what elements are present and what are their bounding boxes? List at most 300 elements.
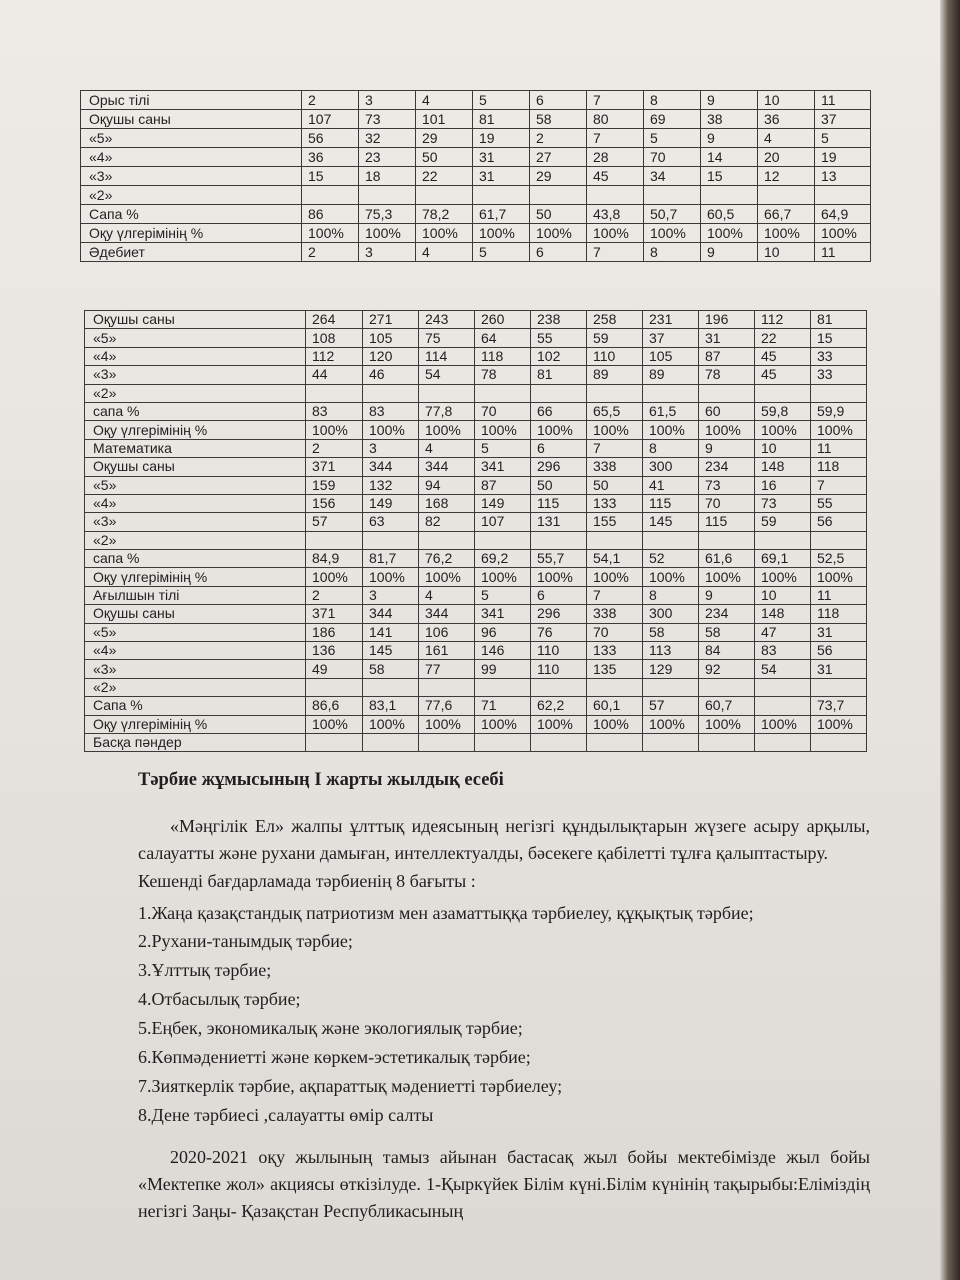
value-cell: 83,1 [363, 697, 419, 715]
value-cell: 45 [755, 347, 811, 365]
value-cell: 36 [302, 148, 359, 167]
value-cell: 11 [815, 243, 871, 262]
value-cell [359, 186, 416, 205]
value-cell: 22 [416, 167, 473, 186]
value-cell: 110 [531, 660, 587, 678]
intro-paragraph: «Мәңгілік Ел» жалпы ұлттық идеясының негізгі құндылықтарын жүзеге асыру арқылы, салауатты және рухани дамыған, интеллектуалды, бәсекеге қабілетті тұлға қалыптастыру. [138, 816, 870, 863]
value-cell: 7 [587, 586, 643, 604]
value-cell [475, 384, 531, 402]
value-cell [811, 733, 867, 751]
value-cell: 73 [699, 476, 755, 494]
value-cell: 43,8 [587, 205, 644, 224]
value-cell: 145 [643, 513, 699, 531]
direction-item: 2.Рухани-танымдық тәрбие; [138, 931, 353, 951]
row-label-cell: Оқушы саны [85, 311, 306, 329]
value-cell: 9 [699, 586, 755, 604]
value-cell: 54,1 [587, 550, 643, 568]
table-row [85, 642, 867, 660]
value-cell: 71 [475, 697, 531, 715]
value-cell: 15 [811, 329, 867, 347]
value-cell: 136 [306, 642, 363, 660]
value-cell: 100% [531, 715, 587, 733]
value-cell: 234 [699, 605, 755, 623]
value-cell: 100% [811, 568, 867, 586]
value-cell [699, 384, 755, 402]
value-cell: 135 [587, 660, 643, 678]
value-cell: 132 [363, 476, 419, 494]
value-cell: 16 [755, 476, 811, 494]
value-cell [363, 733, 419, 751]
row-label-cell: Сапа % [85, 697, 306, 715]
value-cell: 46 [363, 366, 419, 384]
direction-item: 1.Жаңа қазақстандық патриотизм мен азаматтыққа тәрбиелеу, құқықтық тәрбие; [138, 903, 754, 923]
subjects-grades-table-body [85, 311, 867, 752]
value-cell: 100% [815, 224, 871, 243]
value-cell: 81 [473, 110, 530, 129]
value-cell: 45 [587, 167, 644, 186]
row-label-cell: Оқушы саны [81, 110, 302, 129]
value-cell: 73 [755, 494, 811, 512]
table-row [85, 531, 867, 549]
row-label-cell: Әдебиет [81, 243, 302, 262]
value-cell: 7 [587, 129, 644, 148]
value-cell [587, 531, 643, 549]
value-cell: 15 [302, 167, 359, 186]
value-cell: 80 [587, 110, 644, 129]
value-cell: 5 [475, 439, 531, 457]
value-cell: 118 [475, 347, 531, 365]
value-cell: 11 [811, 439, 867, 457]
value-cell: 59 [587, 329, 643, 347]
value-cell [531, 733, 587, 751]
value-cell: 168 [419, 494, 475, 512]
value-cell: 31 [811, 623, 867, 641]
value-cell: 9 [699, 439, 755, 457]
value-cell: 2 [530, 129, 587, 148]
value-cell: 6 [531, 586, 587, 604]
value-cell: 11 [811, 586, 867, 604]
value-cell: 89 [587, 366, 643, 384]
value-cell: 8 [643, 586, 699, 604]
value-cell: 14 [701, 148, 758, 167]
value-cell: 141 [363, 623, 419, 641]
value-cell: 50 [587, 476, 643, 494]
value-cell [587, 384, 643, 402]
value-cell: 20 [758, 148, 815, 167]
value-cell: 100% [473, 224, 530, 243]
value-cell: 76 [531, 623, 587, 641]
value-cell [755, 733, 811, 751]
value-cell: 344 [363, 458, 419, 476]
value-cell: 89 [643, 366, 699, 384]
value-cell: 133 [587, 494, 643, 512]
value-cell: 37 [815, 110, 871, 129]
value-cell: 92 [699, 660, 755, 678]
value-cell: 101 [416, 110, 473, 129]
value-cell: 100% [643, 568, 699, 586]
value-cell: 9 [701, 91, 758, 110]
value-cell: 59,8 [755, 402, 811, 420]
value-cell: 100% [758, 224, 815, 243]
table-row [85, 678, 867, 696]
value-cell: 100% [587, 421, 643, 439]
page-edge-shadow [940, 0, 960, 1280]
value-cell: 100% [363, 715, 419, 733]
value-cell: 264 [306, 311, 363, 329]
value-cell [530, 186, 587, 205]
value-cell: 113 [643, 642, 699, 660]
row-label-cell: «3» [85, 513, 306, 531]
row-label-cell: «3» [81, 167, 302, 186]
value-cell: 84 [699, 642, 755, 660]
value-cell [755, 697, 811, 715]
value-cell: 112 [306, 347, 363, 365]
value-cell: 338 [587, 458, 643, 476]
value-cell: 100% [363, 568, 419, 586]
value-cell: 296 [531, 605, 587, 623]
value-cell: 100% [475, 568, 531, 586]
value-cell: 100% [755, 421, 811, 439]
row-label-cell: Оқу үлгерімінің % [81, 224, 302, 243]
value-cell: 4 [419, 586, 475, 604]
value-cell: 149 [475, 494, 531, 512]
direction-item: 6.Көпмәдениетті және көркем-эстетикалық тәрбие; [138, 1047, 531, 1067]
value-cell: 56 [811, 513, 867, 531]
value-cell: 100% [359, 224, 416, 243]
value-cell: 100% [531, 568, 587, 586]
value-cell: 11 [815, 91, 871, 110]
value-cell [419, 678, 475, 696]
value-cell: 131 [531, 513, 587, 531]
value-cell: 55,7 [531, 550, 587, 568]
value-cell: 36 [758, 110, 815, 129]
value-cell: 146 [475, 642, 531, 660]
value-cell: 2 [306, 586, 363, 604]
value-cell: 10 [758, 91, 815, 110]
value-cell: 107 [475, 513, 531, 531]
table-row [81, 110, 871, 129]
row-label-cell: «2» [85, 531, 306, 549]
row-label-cell: «2» [81, 186, 302, 205]
value-cell: 64,9 [815, 205, 871, 224]
value-cell: 61,5 [643, 402, 699, 420]
value-cell: 87 [475, 476, 531, 494]
value-cell: 100% [699, 715, 755, 733]
value-cell: 100% [811, 715, 867, 733]
value-cell: 19 [815, 148, 871, 167]
value-cell: 2 [302, 91, 359, 110]
value-cell: 258 [587, 311, 643, 329]
value-cell: 100% [811, 421, 867, 439]
value-cell: 31 [473, 167, 530, 186]
value-cell: 60,5 [701, 205, 758, 224]
value-cell [419, 733, 475, 751]
value-cell: 70 [699, 494, 755, 512]
value-cell: 73 [359, 110, 416, 129]
table-row [85, 347, 867, 365]
row-label-cell: Математика [85, 439, 306, 457]
value-cell: 58 [530, 110, 587, 129]
value-cell: 371 [306, 458, 363, 476]
value-cell: 75,3 [359, 205, 416, 224]
value-cell: 52,5 [811, 550, 867, 568]
value-cell: 83 [363, 402, 419, 420]
value-cell [419, 531, 475, 549]
value-cell: 86 [302, 205, 359, 224]
value-cell: 100% [306, 568, 363, 586]
value-cell: 6 [531, 439, 587, 457]
value-cell: 81 [811, 311, 867, 329]
value-cell: 69 [644, 110, 701, 129]
value-cell: 159 [306, 476, 363, 494]
row-label-cell: «3» [85, 366, 306, 384]
table-row [85, 311, 867, 329]
value-cell: 3 [359, 91, 416, 110]
value-cell: 100% [644, 224, 701, 243]
value-cell [758, 186, 815, 205]
value-cell: 82 [419, 513, 475, 531]
value-cell: 77 [419, 660, 475, 678]
value-cell [475, 678, 531, 696]
value-cell: 2 [306, 439, 363, 457]
value-cell: 31 [699, 329, 755, 347]
value-cell: 54 [419, 366, 475, 384]
row-label-cell: Оқу үлгерімінің % [85, 715, 306, 733]
value-cell: 66 [531, 402, 587, 420]
value-cell: 77,8 [419, 402, 475, 420]
row-label-cell: «5» [85, 329, 306, 347]
row-label-cell: «4» [85, 642, 306, 660]
value-cell: 2 [302, 243, 359, 262]
value-cell: 70 [587, 623, 643, 641]
value-cell: 9 [701, 243, 758, 262]
value-cell: 50,7 [644, 205, 701, 224]
value-cell: 100% [587, 715, 643, 733]
value-cell: 100% [475, 715, 531, 733]
value-cell [755, 384, 811, 402]
value-cell: 83 [755, 642, 811, 660]
table-row [81, 148, 871, 167]
row-label-cell: Оқу үлгерімінің % [85, 421, 306, 439]
table-row [85, 733, 867, 751]
value-cell [363, 678, 419, 696]
direction-item: 5.Еңбек, экономикалық және экологиялық тәрбие; [138, 1018, 523, 1038]
table-row [85, 605, 867, 623]
value-cell [475, 733, 531, 751]
value-cell: 148 [755, 458, 811, 476]
value-cell: 27 [530, 148, 587, 167]
value-cell: 106 [419, 623, 475, 641]
value-cell: 73,7 [811, 697, 867, 715]
value-cell: 296 [531, 458, 587, 476]
value-cell: 4 [758, 129, 815, 148]
value-cell [643, 733, 699, 751]
value-cell: 63 [363, 513, 419, 531]
value-cell: 47 [755, 623, 811, 641]
value-cell [306, 733, 363, 751]
table-row [85, 550, 867, 568]
value-cell: 77,6 [419, 697, 475, 715]
value-cell: 81,7 [363, 550, 419, 568]
value-cell: 32 [359, 129, 416, 148]
table-row [81, 186, 871, 205]
row-label-cell: «4» [85, 347, 306, 365]
table-row [85, 697, 867, 715]
row-label-cell: Оқушы саны [85, 458, 306, 476]
value-cell [587, 733, 643, 751]
direction-item: 7.Зияткерлік тәрбие, ақпараттық мәдениетті тәрбиелеу; [138, 1076, 563, 1096]
value-cell: 50 [416, 148, 473, 167]
value-cell: 110 [587, 347, 643, 365]
value-cell: 5 [815, 129, 871, 148]
table-row [85, 458, 867, 476]
value-cell: 100% [699, 568, 755, 586]
table-row [81, 224, 871, 243]
value-cell: 100% [475, 421, 531, 439]
value-cell: 84,9 [306, 550, 363, 568]
value-cell: 55 [811, 494, 867, 512]
value-cell: 5 [473, 91, 530, 110]
value-cell [531, 384, 587, 402]
table-row [85, 384, 867, 402]
value-cell: 58 [699, 623, 755, 641]
value-cell: 5 [475, 586, 531, 604]
value-cell: 86,6 [306, 697, 363, 715]
row-label-cell: Ағылшын тілі [85, 586, 306, 604]
value-cell: 100% [643, 715, 699, 733]
directions-title: Кешенді бағдарламада тәрбиенің 8 бағыты : [138, 871, 476, 891]
value-cell [755, 678, 811, 696]
value-cell [306, 678, 363, 696]
value-cell [755, 531, 811, 549]
value-cell: 34 [644, 167, 701, 186]
row-label-cell: «2» [85, 384, 306, 402]
table-row [85, 402, 867, 420]
value-cell: 243 [419, 311, 475, 329]
value-cell: 61,7 [473, 205, 530, 224]
value-cell: 338 [587, 605, 643, 623]
value-cell: 96 [475, 623, 531, 641]
value-cell [302, 186, 359, 205]
value-cell: 344 [419, 605, 475, 623]
table-row [81, 129, 871, 148]
value-cell: 238 [531, 311, 587, 329]
value-cell: 155 [587, 513, 643, 531]
value-cell: 260 [475, 311, 531, 329]
value-cell [699, 531, 755, 549]
table-row [81, 243, 871, 262]
value-cell [815, 186, 871, 205]
value-cell: 148 [755, 605, 811, 623]
value-cell: 62,2 [531, 697, 587, 715]
value-cell: 50 [530, 205, 587, 224]
value-cell: 100% [701, 224, 758, 243]
value-cell: 161 [419, 642, 475, 660]
table-row [85, 494, 867, 512]
value-cell: 3 [363, 439, 419, 457]
value-cell: 100% [419, 421, 475, 439]
row-label-cell: сапа % [85, 402, 306, 420]
value-cell: 100% [419, 568, 475, 586]
value-cell: 9 [701, 129, 758, 148]
value-cell: 8 [644, 243, 701, 262]
value-cell: 41 [643, 476, 699, 494]
value-cell: 13 [815, 167, 871, 186]
value-cell: 7 [587, 91, 644, 110]
value-cell [699, 678, 755, 696]
value-cell: 186 [306, 623, 363, 641]
value-cell [531, 678, 587, 696]
value-cell: 341 [475, 458, 531, 476]
value-cell: 7 [587, 439, 643, 457]
value-cell: 60,1 [587, 697, 643, 715]
table-row [81, 205, 871, 224]
value-cell: 271 [363, 311, 419, 329]
value-cell: 231 [643, 311, 699, 329]
value-cell: 4 [419, 439, 475, 457]
value-cell: 100% [419, 715, 475, 733]
value-cell: 300 [643, 458, 699, 476]
value-cell: 133 [587, 642, 643, 660]
value-cell [306, 531, 363, 549]
value-cell: 100% [416, 224, 473, 243]
value-cell: 49 [306, 660, 363, 678]
value-cell: 66,7 [758, 205, 815, 224]
closing-paragraph: 2020-2021 оқу жылының тамыз айынан бастасақ жыл бойы мектебімізде жыл бойы «Мектепке жол» акциясы өткізілуде. 1-Қыркүйек Білім күні.Білім күнінің тақырыбы:Еліміздің негізгі Заңы- Қазақстан Республикасының [138, 1147, 870, 1221]
value-cell: 83 [306, 402, 363, 420]
value-cell: 5 [473, 243, 530, 262]
value-cell: 61,6 [699, 550, 755, 568]
value-cell: 115 [643, 494, 699, 512]
value-cell: 100% [587, 224, 644, 243]
value-cell: 45 [755, 366, 811, 384]
value-cell: 112 [755, 311, 811, 329]
value-cell: 100% [643, 421, 699, 439]
value-cell: 100% [302, 224, 359, 243]
value-cell [811, 678, 867, 696]
value-cell: 118 [811, 458, 867, 476]
row-label-cell: «2» [85, 678, 306, 696]
value-cell: 59 [755, 513, 811, 531]
value-cell: 371 [306, 605, 363, 623]
row-label-cell: Басқа пәндер [85, 733, 306, 751]
value-cell: 100% [306, 421, 363, 439]
table-row [85, 366, 867, 384]
value-cell: 54 [755, 660, 811, 678]
table-row [85, 329, 867, 347]
row-label-cell: «4» [85, 494, 306, 512]
value-cell: 29 [530, 167, 587, 186]
value-cell: 3 [359, 243, 416, 262]
value-cell: 149 [363, 494, 419, 512]
value-cell: 105 [643, 347, 699, 365]
row-label-cell: Орыс тілі [81, 91, 302, 110]
value-cell: 33 [811, 366, 867, 384]
value-cell: 31 [473, 148, 530, 167]
value-cell [643, 678, 699, 696]
value-cell: 120 [363, 347, 419, 365]
value-cell: 115 [699, 513, 755, 531]
russian-grades-table [80, 90, 871, 262]
table-row [81, 167, 871, 186]
value-cell: 341 [475, 605, 531, 623]
value-cell: 107 [302, 110, 359, 129]
table-row [85, 476, 867, 494]
value-cell: 55 [531, 329, 587, 347]
value-cell: 3 [363, 586, 419, 604]
row-label-cell: сапа % [85, 550, 306, 568]
value-cell: 100% [587, 568, 643, 586]
